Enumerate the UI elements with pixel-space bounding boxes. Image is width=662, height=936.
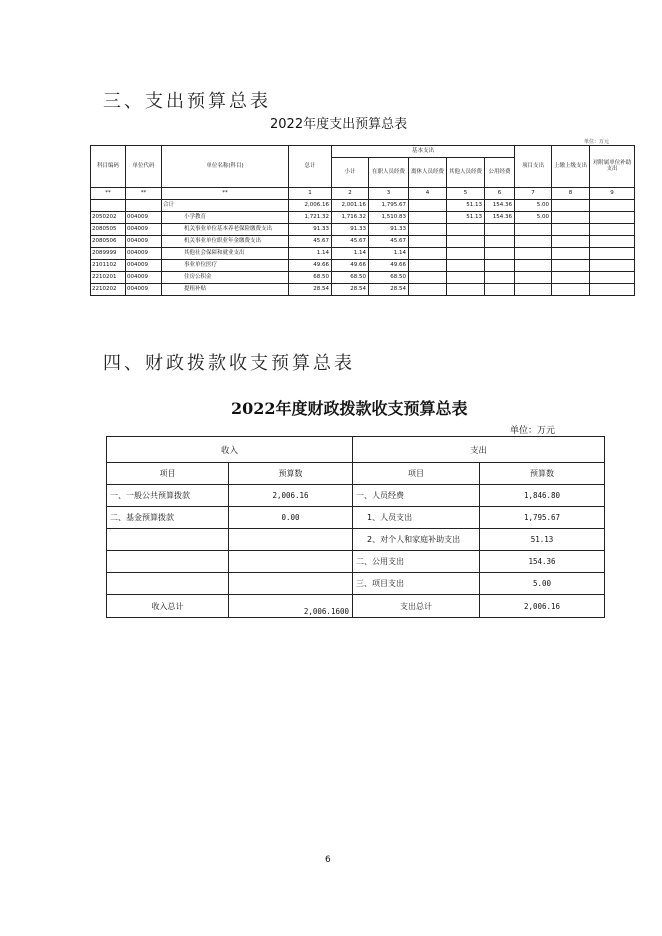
expense-item: 一、人员经费 xyxy=(353,485,480,507)
expense-amount: 1,846.80 xyxy=(480,485,605,507)
header-subsidiary-subsidy: 对附属单位补助支出 xyxy=(590,146,635,188)
other-staff-cost-value xyxy=(447,284,485,296)
subject-code: 2210201 xyxy=(91,272,126,284)
retired-cost-value xyxy=(409,212,447,224)
header-retired-cost: 离休人员经费 xyxy=(409,158,447,188)
income-amount xyxy=(229,529,353,551)
table-row xyxy=(91,188,635,200)
expense-amount: 154.36 xyxy=(480,551,605,573)
unit-name: 合计 xyxy=(162,200,289,212)
fiscal-table-title: 2022年度财政拨款收支预算总表 xyxy=(231,399,468,418)
unit-name: 小学教育 xyxy=(162,212,289,224)
subject-code: 2089999 xyxy=(91,248,126,260)
table-row xyxy=(107,529,605,551)
subject-code: 2210202 xyxy=(91,284,126,296)
staff-cost-value: 1.14 xyxy=(369,248,409,260)
project-value xyxy=(515,272,552,284)
subsidiary-value xyxy=(590,200,635,212)
index-cell: 2 xyxy=(332,188,369,200)
upper-payment-value xyxy=(552,212,590,224)
public-cost-value: 154.36 xyxy=(485,200,515,212)
subject-code xyxy=(91,200,126,212)
table-row xyxy=(91,284,635,296)
income-total-label: 收入总计 xyxy=(107,595,229,618)
subtotal-value: 2,001.16 xyxy=(332,200,369,212)
unit-code xyxy=(126,200,162,212)
table-row xyxy=(107,573,605,595)
index-cell: 4 xyxy=(409,188,447,200)
table-row xyxy=(91,212,635,224)
upper-payment-value xyxy=(552,224,590,236)
page-number: 6 xyxy=(325,855,331,865)
subsidiary-value xyxy=(590,272,635,284)
header-unit-name: 单位名称(科目) xyxy=(162,146,289,188)
income-total: 2,006.1600 xyxy=(229,595,353,618)
project-value xyxy=(515,260,552,272)
header-staff-cost: 在职人员经费 xyxy=(369,158,409,188)
public-cost-value xyxy=(485,272,515,284)
staff-cost-value: 1,795.67 xyxy=(369,200,409,212)
subtotal-value: 91.33 xyxy=(332,224,369,236)
other-staff-cost-value xyxy=(447,236,485,248)
index-cell: ** xyxy=(91,188,126,200)
header-basic-expenditure: 基本支出 xyxy=(332,146,515,158)
table-row xyxy=(91,224,635,236)
header-unit-code: 单位代码 xyxy=(126,146,162,188)
expenditure-table-title: 2022年度支出预算总表 xyxy=(270,117,408,132)
subtotal-value: 49.66 xyxy=(332,260,369,272)
subtotal-value: 1,716.32 xyxy=(332,212,369,224)
subject-code: 2050202 xyxy=(91,212,126,224)
public-cost-value xyxy=(485,224,515,236)
unit-name: 事业单位医疗 xyxy=(162,260,289,272)
total-value: 2,006.16 xyxy=(289,200,332,212)
retired-cost-value xyxy=(409,236,447,248)
table-row xyxy=(91,260,635,272)
retired-cost-value xyxy=(409,200,447,212)
section-heading-fiscal: 四、财政拨款收支预算总表 xyxy=(103,353,355,374)
subtotal-value: 68.50 xyxy=(332,272,369,284)
table-row xyxy=(91,200,635,212)
index-cell: 8 xyxy=(552,188,590,200)
other-staff-cost-value xyxy=(447,248,485,260)
subsidiary-value xyxy=(590,260,635,272)
other-staff-cost-value: 51.13 xyxy=(447,200,485,212)
expense-item: 1、人员支出 xyxy=(353,507,480,529)
income-item xyxy=(107,573,229,595)
subtotal-value: 28.54 xyxy=(332,284,369,296)
staff-cost-value: 49.66 xyxy=(369,260,409,272)
index-cell: 1 xyxy=(289,188,332,200)
subtotal-value: 45.67 xyxy=(332,236,369,248)
staff-cost-value: 45.67 xyxy=(369,236,409,248)
public-cost-value xyxy=(485,284,515,296)
total-value: 45.67 xyxy=(289,236,332,248)
header-project-expenditure: 项目支出 xyxy=(515,146,552,188)
upper-payment-value xyxy=(552,284,590,296)
upper-payment-value xyxy=(552,260,590,272)
header-total: 总计 xyxy=(289,146,332,188)
other-staff-cost-value: 51.13 xyxy=(447,212,485,224)
other-staff-cost-value xyxy=(447,224,485,236)
index-cell: 5 xyxy=(447,188,485,200)
total-value: 49.66 xyxy=(289,260,332,272)
table-row xyxy=(91,272,635,284)
public-cost-value xyxy=(485,236,515,248)
project-value xyxy=(515,284,552,296)
subject-code: 2080505 xyxy=(91,224,126,236)
retired-cost-value xyxy=(409,272,447,284)
upper-payment-value xyxy=(552,200,590,212)
other-staff-cost-value xyxy=(447,260,485,272)
subsidiary-value xyxy=(590,224,635,236)
subsidiary-value xyxy=(590,284,635,296)
subsidiary-value xyxy=(590,236,635,248)
income-amount-header: 预算数 xyxy=(229,463,353,485)
expenditure-unit-label: 单位：万元 xyxy=(584,139,610,145)
total-value: 91.33 xyxy=(289,224,332,236)
header-public-cost: 公用经费 xyxy=(485,158,515,188)
public-cost-value xyxy=(485,248,515,260)
table-row xyxy=(107,485,605,507)
unit-code: 004009 xyxy=(126,224,162,236)
header-subtotal: 小计 xyxy=(332,158,369,188)
total-value: 1,721.32 xyxy=(289,212,332,224)
subject-code: 2080506 xyxy=(91,236,126,248)
upper-payment-value xyxy=(552,248,590,260)
income-amount: 2,006.16 xyxy=(229,485,353,507)
expense-amount-header: 预算数 xyxy=(480,463,605,485)
index-cell: ** xyxy=(162,188,289,200)
project-value xyxy=(515,236,552,248)
expenditure-budget-table xyxy=(90,145,635,296)
totals-row xyxy=(107,595,605,618)
upper-payment-value xyxy=(552,236,590,248)
subsidiary-value xyxy=(590,212,635,224)
retired-cost-value xyxy=(409,260,447,272)
section-heading-expenditure: 三、支出预算总表 xyxy=(103,91,271,112)
header-subject-code: 科目编码 xyxy=(91,146,126,188)
table-row xyxy=(107,551,605,573)
staff-cost-value: 1,510.83 xyxy=(369,212,409,224)
income-item: 一、一般公共预算拨款 xyxy=(107,485,229,507)
income-item xyxy=(107,551,229,573)
unit-code: 004009 xyxy=(126,212,162,224)
unit-code: 004009 xyxy=(126,236,162,248)
expense-item: 三、项目支出 xyxy=(353,573,480,595)
table-row xyxy=(107,507,605,529)
unit-name: 机关事业单位职业年金缴费支出 xyxy=(162,236,289,248)
project-value xyxy=(515,248,552,260)
header-upper-payment: 上缴上级支出 xyxy=(552,146,590,188)
index-cell: ** xyxy=(126,188,162,200)
income-amount xyxy=(229,551,353,573)
income-amount: 0.00 xyxy=(229,507,353,529)
unit-name: 机关事业单位基本养老保险缴费支出 xyxy=(162,224,289,236)
fiscal-unit-label: 单位：万元 xyxy=(510,426,556,436)
income-header: 收入 xyxy=(107,437,353,463)
index-cell: 9 xyxy=(590,188,635,200)
unit-name: 其他社会保障和就业支出 xyxy=(162,248,289,260)
expense-amount: 1,795.67 xyxy=(480,507,605,529)
public-cost-value xyxy=(485,260,515,272)
expense-header: 支出 xyxy=(353,437,605,463)
total-value: 68.50 xyxy=(289,272,332,284)
retired-cost-value xyxy=(409,284,447,296)
staff-cost-value: 91.33 xyxy=(369,224,409,236)
project-value: 5.00 xyxy=(515,200,552,212)
index-cell: 3 xyxy=(369,188,409,200)
header-other-staff-cost: 其他人员经费 xyxy=(447,158,485,188)
public-cost-value: 154.36 xyxy=(485,212,515,224)
staff-cost-value: 28.54 xyxy=(369,284,409,296)
expense-item: 二、公用支出 xyxy=(353,551,480,573)
unit-code: 004009 xyxy=(126,248,162,260)
unit-code: 004009 xyxy=(126,272,162,284)
retired-cost-value xyxy=(409,248,447,260)
table-row xyxy=(91,248,635,260)
unit-name: 提租补贴 xyxy=(162,284,289,296)
subject-code: 2101102 xyxy=(91,260,126,272)
total-value: 28.54 xyxy=(289,284,332,296)
index-cell: 6 xyxy=(485,188,515,200)
expense-amount: 51.13 xyxy=(480,529,605,551)
unit-code: 004009 xyxy=(126,284,162,296)
project-value: 5.00 xyxy=(515,212,552,224)
upper-payment-value xyxy=(552,272,590,284)
unit-name: 住房公积金 xyxy=(162,272,289,284)
retired-cost-value xyxy=(409,224,447,236)
subsidiary-value xyxy=(590,248,635,260)
expense-item: 2、对个人和家庭补助支出 xyxy=(353,529,480,551)
table-row xyxy=(91,236,635,248)
index-cell: 7 xyxy=(515,188,552,200)
income-item xyxy=(107,529,229,551)
staff-cost-value: 68.50 xyxy=(369,272,409,284)
expense-item-header: 项目 xyxy=(353,463,480,485)
unit-code: 004009 xyxy=(126,260,162,272)
income-item-header: 项目 xyxy=(107,463,229,485)
expense-total-label: 支出总计 xyxy=(353,595,480,618)
income-amount xyxy=(229,573,353,595)
subtotal-value: 1.14 xyxy=(332,248,369,260)
total-value: 1.14 xyxy=(289,248,332,260)
income-item: 二、基金预算拨款 xyxy=(107,507,229,529)
expense-amount: 5.00 xyxy=(480,573,605,595)
fiscal-allocation-table xyxy=(106,436,605,618)
project-value xyxy=(515,224,552,236)
expense-total: 2,006.16 xyxy=(480,595,605,618)
other-staff-cost-value xyxy=(447,272,485,284)
